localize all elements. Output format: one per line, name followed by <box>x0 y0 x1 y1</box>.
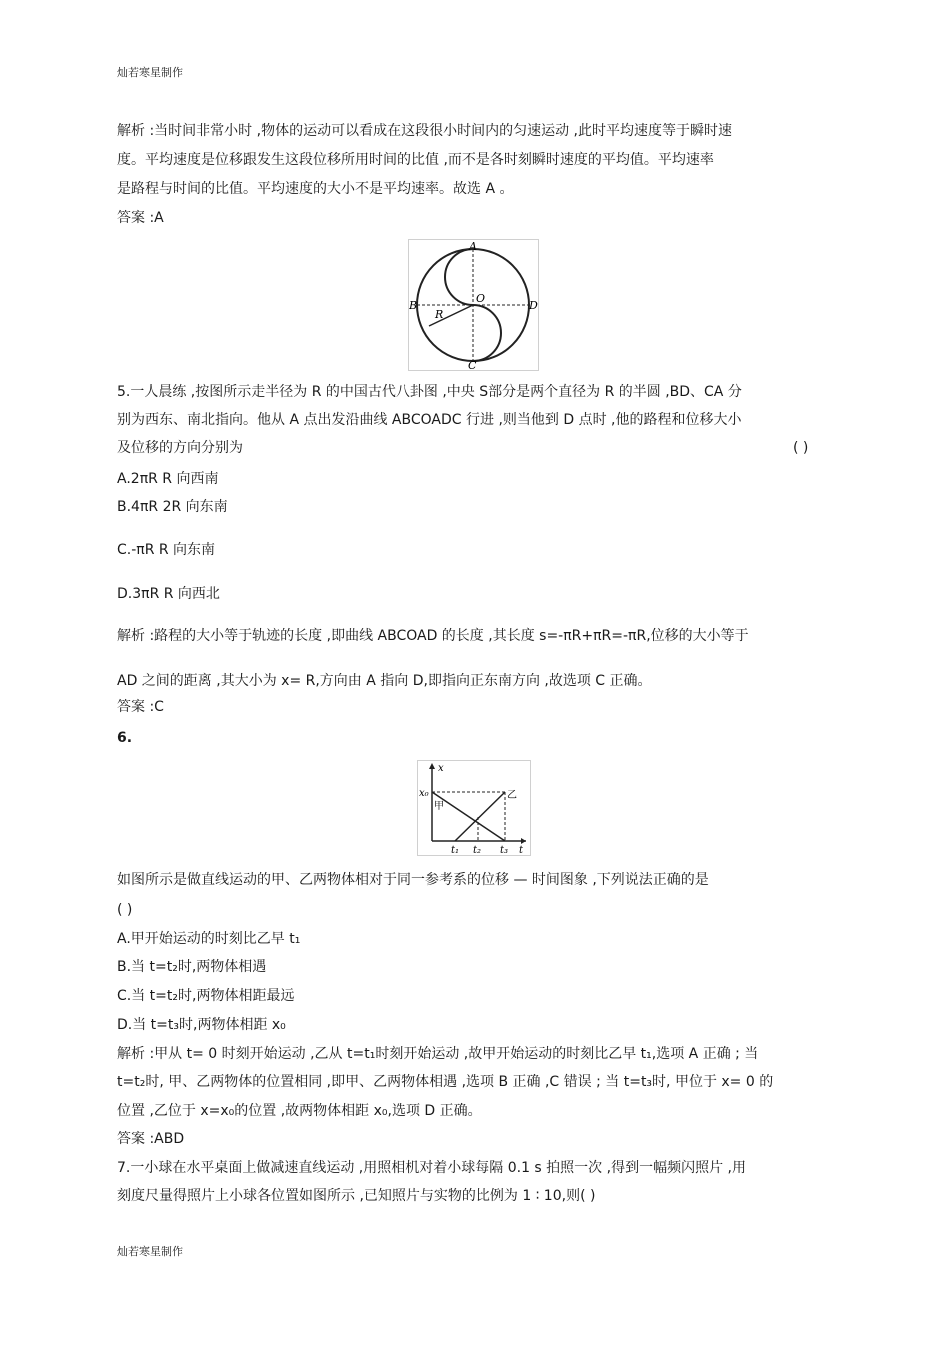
label-jia: 甲 <box>434 801 444 812</box>
q5-stem-line-2: 别为西东、南北指向。他从 A 点出发沿曲线 ABCOADC 行进 ,则当他到 D 点时 ,他的路程和位移大小 <box>117 412 742 428</box>
q6-answer-blank: ( ) <box>117 902 133 918</box>
q6-explanation-line-2: t=t₂时, 甲、乙两物体的位置相同 ,即甲、乙两物体相遇 ,选项 B 正确 ,C 错误 ; 当 t=t₃时, 甲位于 x= 0 的 <box>117 1074 774 1090</box>
page-footer: 灿若寒星制作 <box>117 1245 183 1258</box>
label-yi: 乙 <box>507 790 517 801</box>
q6-option-a: A.甲开始运动的时刻比乙早 t₁ <box>117 931 301 947</box>
q6-explanation-line-3: 位置 ,乙位于 x=x₀的位置 ,故两物体相距 x₀,选项 D 正确。 <box>117 1103 482 1119</box>
q6-answer: 答案 :ABD <box>117 1131 185 1147</box>
q5-option-c: C.-πR R 向东南 <box>117 542 216 558</box>
tick-t3: t₃ <box>500 845 509 855</box>
q6-option-b: B.当 t=t₂时,两物体相遇 <box>117 959 267 975</box>
bagua-figure <box>408 239 539 371</box>
label-x0: x₀ <box>419 788 429 799</box>
tick-t2: t₂ <box>473 845 482 855</box>
q5-explanation-line-1: 解析 :路程的大小等于轨迹的长度 ,即曲线 ABCOAD 的长度 ,其长度 s=-πR+πR=-πR,位移的大小等于 <box>117 628 749 644</box>
q7-stem-line-1: 7.一小球在水平桌面上做减速直线运动 ,用照相机对着小球每隔 0.1 s 拍照一次 ,得到一幅频闪照片 ,用 <box>117 1160 746 1176</box>
label-A: A <box>469 240 477 253</box>
xt-graph-figure <box>417 760 531 856</box>
label-D: D <box>529 299 538 312</box>
q6-number: 6. <box>117 730 133 746</box>
q5-answer-blank: ( ) <box>793 440 809 456</box>
q6-explanation-line-1: 解析 :甲从 t= 0 时刻开始运动 ,乙从 t=t₁时刻开始运动 ,故甲开始运动的时刻比乙早 t₁,选项 A 正确 ; 当 <box>117 1046 759 1062</box>
q4-explanation-line-2: 度。平均速度是位移跟发生这段位移所用时间的比值 ,而不是各时刻瞬时速度的平均值。平均速率 <box>117 152 714 168</box>
xt-graph <box>418 761 530 855</box>
axis-label-t: t <box>519 845 524 855</box>
label-C: C <box>468 359 477 370</box>
q5-option-b: B.4πR 2R 向东南 <box>117 499 228 515</box>
q5-explanation-line-2: AD 之间的距离 ,其大小为 x= R,方向由 A 指向 D,即指向正东南方向 ,故选项 C 正确。 <box>117 673 652 689</box>
q4-explanation-line-1: 解析 :当时间非常小时 ,物体的运动可以看成在这段很小时间内的匀速运动 ,此时平均速度等于瞬时速 <box>117 123 732 139</box>
tick-t1: t₁ <box>451 845 460 855</box>
q5-answer: 答案 :C <box>117 699 164 715</box>
q4-explanation-line-3: 是路程与时间的比值。平均速度的大小不是平均速率。故选 A 。 <box>117 181 514 197</box>
axis-label-x: x <box>438 763 444 774</box>
label-R: R <box>435 308 444 321</box>
q6-option-d: D.当 t=t₃时,两物体相距 x₀ <box>117 1017 286 1033</box>
q5-option-d: D.3πR R 向西北 <box>117 586 220 602</box>
bagua-diagram <box>409 240 538 370</box>
q7-stem-line-2: 刻度尺量得照片上小球各位置如图所示 ,已知照片与实物的比例为 1 ∶ 10,则( ) <box>117 1188 596 1204</box>
q4-answer: 答案 :A <box>117 210 164 226</box>
q5-stem-line-3: 及位移的方向分别为 <box>117 440 243 456</box>
q5-stem-line-1: 5.一人晨练 ,按图所示走半径为 R 的中国古代八卦图 ,中央 S部分是两个直径为 R 的半圆 ,BD、CA 分 <box>117 384 742 400</box>
page-header: 灿若寒星制作 <box>117 66 183 79</box>
label-B: B <box>409 299 418 312</box>
q6-stem-line-1: 如图所示是做直线运动的甲、乙两物体相对于同一参考系的位移 — 时间图象 ,下列说法正确的是 <box>117 872 709 888</box>
q6-option-c: C.当 t=t₂时,两物体相距最远 <box>117 988 295 1004</box>
label-O: O <box>476 292 486 305</box>
q5-option-a: A.2πR R 向西南 <box>117 471 219 487</box>
